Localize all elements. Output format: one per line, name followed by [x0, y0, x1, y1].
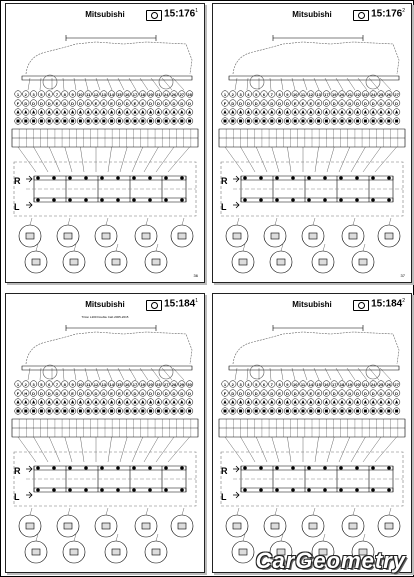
- point-number: 17: [132, 381, 138, 387]
- point-letter: D: [32, 100, 36, 106]
- right-side-label: R: [14, 466, 21, 476]
- point-letter: E: [325, 390, 328, 396]
- point-number: 3: [239, 381, 242, 387]
- point-number: 27: [394, 91, 399, 97]
- point-number: 21: [347, 91, 353, 97]
- point-number: 2: [24, 91, 27, 97]
- height-measurement-table: [219, 419, 405, 462]
- point-number: 24: [370, 91, 376, 97]
- left-side-label: L: [221, 202, 227, 212]
- point-letter: D: [340, 100, 344, 106]
- point-letter: D: [239, 390, 243, 396]
- point-letter: D: [39, 100, 43, 106]
- point-letter: E: [71, 390, 74, 396]
- point-letter: D: [63, 100, 67, 106]
- point-number: 5: [40, 91, 43, 97]
- diagram-sheet-4: [212, 293, 412, 573]
- point-letter: D: [55, 390, 59, 396]
- point-number: 1: [16, 91, 20, 97]
- point-letter: D: [156, 100, 160, 106]
- sheet-code-page: 1: [195, 8, 198, 14]
- point-number: 17: [331, 381, 337, 387]
- point-letter: E: [125, 390, 129, 396]
- point-letter: E: [102, 100, 106, 106]
- point-number: 2: [231, 91, 234, 97]
- point-number: 9: [71, 381, 74, 387]
- point-number: 20: [148, 381, 153, 387]
- diagram-sheet-1: [5, 3, 205, 283]
- point-letter: D: [254, 390, 258, 396]
- side-indicators: [14, 466, 32, 502]
- point-number: 2: [231, 381, 234, 387]
- point-number: 26: [171, 91, 177, 97]
- height-measurement-table: [12, 129, 198, 172]
- point-letter: F: [16, 100, 20, 106]
- point-number: 4: [247, 381, 250, 387]
- height-measurement-table: [219, 129, 405, 172]
- vehicle-side-view: [22, 35, 192, 90]
- point-number: 24: [370, 381, 376, 387]
- point-number: 21: [156, 91, 161, 97]
- point-number: 9: [71, 91, 74, 97]
- brand-title: Mitsubishi: [292, 300, 332, 309]
- point-letter: D: [86, 100, 90, 106]
- vehicle-plan-view: [14, 452, 196, 506]
- point-letter: D: [332, 100, 336, 106]
- point-number: 19: [331, 91, 337, 97]
- watermark-logo: CarGeometry: [255, 548, 406, 573]
- point-letter: D: [172, 100, 176, 106]
- point-letter: E: [317, 100, 320, 106]
- brand-title: Mitsubishi: [292, 10, 332, 19]
- point-number: 16: [124, 381, 130, 387]
- point-number: 5: [40, 381, 43, 387]
- point-letter: D: [149, 100, 153, 106]
- point-number: 11: [300, 91, 306, 97]
- point-number: 20: [355, 381, 360, 387]
- point-number: 10: [292, 381, 298, 387]
- point-number: 2: [24, 381, 27, 387]
- point-letter: D: [395, 100, 399, 106]
- point-letter: E: [278, 390, 281, 396]
- point-letter: E: [110, 390, 113, 396]
- vehicle-plan-view: [221, 452, 403, 506]
- point-number: 11: [300, 381, 306, 387]
- point-letter: F: [223, 390, 227, 396]
- brand-title: Mitsubishi: [85, 10, 125, 19]
- point-letter: D: [180, 390, 184, 396]
- vehicle-side-view: [229, 35, 399, 90]
- point-number: 12: [308, 91, 314, 97]
- point-letter: D: [387, 390, 391, 396]
- point-letter: E: [94, 100, 98, 106]
- point-letter: D: [71, 100, 75, 106]
- point-letter: D: [348, 100, 352, 106]
- point-letter: E: [55, 100, 59, 106]
- sheet-code-page: 2: [402, 8, 405, 14]
- point-label-rows: [222, 91, 400, 125]
- point-letter: D: [324, 100, 328, 106]
- point-letter: D: [86, 390, 90, 396]
- sheet-code-page: 1: [195, 298, 198, 304]
- point-letter: D: [379, 100, 383, 106]
- point-number: 4: [247, 91, 250, 97]
- point-letter: D: [262, 390, 266, 396]
- point-number: 21: [363, 381, 368, 387]
- point-letter: D: [156, 390, 160, 396]
- point-number: 14: [109, 91, 114, 97]
- sheet-subtitle: Triton L200 Double Cab 2005-2015: [81, 315, 129, 319]
- point-letter: E: [293, 100, 297, 106]
- point-number: 30: [187, 381, 192, 387]
- point-letter: D: [371, 100, 375, 106]
- point-number: 13: [101, 381, 107, 387]
- point-number: 27: [179, 91, 185, 97]
- point-letter: D: [278, 100, 282, 106]
- point-letter: D: [180, 100, 184, 106]
- point-number: 10: [78, 381, 83, 387]
- point-number: 28: [171, 381, 177, 387]
- point-number: 25: [378, 91, 384, 97]
- point-letter: D: [363, 390, 367, 396]
- side-indicators: [221, 176, 239, 212]
- point-letter: F: [16, 390, 20, 396]
- point-letter: D: [141, 390, 145, 396]
- detail-views: [19, 218, 193, 273]
- point-letter: E: [301, 100, 305, 106]
- point-letter: D: [301, 390, 305, 396]
- point-letter: H: [24, 390, 28, 396]
- point-number: 15: [117, 91, 122, 97]
- point-letter: D: [133, 390, 137, 396]
- vehicle-side-view: [22, 325, 192, 380]
- point-number: 7: [270, 381, 273, 387]
- point-letter: D: [47, 100, 51, 106]
- vehicle-plan-view: [14, 162, 196, 216]
- detail-views: [226, 218, 400, 273]
- point-number: 8: [278, 381, 281, 387]
- point-letter: D: [47, 390, 51, 396]
- point-number: 11: [86, 381, 91, 387]
- point-letter: D: [239, 100, 243, 106]
- point-number: 7: [55, 381, 59, 387]
- right-side-label: R: [14, 176, 21, 186]
- point-letter: D: [246, 100, 250, 106]
- point-label-rows: [15, 91, 193, 125]
- point-number: 14: [109, 381, 114, 387]
- point-letter: D: [348, 390, 352, 396]
- point-letter: D: [32, 390, 36, 396]
- point-letter: D: [262, 100, 266, 106]
- point-number: 3: [32, 91, 35, 97]
- point-number: 7: [55, 91, 59, 97]
- point-number: 9: [286, 381, 289, 387]
- point-number: 6: [48, 381, 51, 387]
- sheet-code-text: 15:184: [371, 298, 403, 310]
- frame-measurement-diagram: [213, 4, 411, 282]
- left-side-label: L: [14, 492, 20, 502]
- point-number: 8: [63, 91, 66, 97]
- point-letter: D: [231, 390, 235, 396]
- point-letter: D: [285, 390, 289, 396]
- point-number: 13: [101, 91, 107, 97]
- point-letter: D: [270, 100, 274, 106]
- frame-measurement-diagram: [213, 294, 411, 572]
- point-number: 19: [347, 381, 353, 387]
- point-number: 6: [262, 381, 266, 387]
- point-letter: D: [285, 100, 289, 106]
- point-letter: E: [309, 390, 313, 396]
- point-letter: D: [379, 390, 383, 396]
- point-letter: D: [125, 100, 129, 106]
- point-letter: E: [110, 100, 113, 106]
- point-letter: D: [231, 100, 235, 106]
- point-number: 22: [355, 91, 360, 97]
- sheet-code-text: 15:184: [164, 298, 196, 310]
- right-side-label: R: [221, 176, 228, 186]
- point-number: 25: [378, 381, 384, 387]
- point-number: 17: [132, 91, 138, 97]
- point-number: 12: [93, 381, 99, 387]
- point-letter: D: [102, 390, 106, 396]
- point-number: 18: [140, 91, 146, 97]
- page-number: 37: [400, 273, 405, 278]
- point-number: 19: [140, 381, 146, 387]
- diagram-sheet-2: [212, 3, 412, 283]
- point-number: 16: [124, 91, 130, 97]
- point-number: 28: [187, 91, 192, 97]
- point-letter: D: [363, 100, 367, 106]
- side-indicators: [221, 466, 239, 502]
- point-number: 11: [86, 91, 91, 97]
- point-number: 8: [63, 381, 66, 387]
- point-number: 16: [324, 381, 329, 387]
- point-number: 17: [324, 91, 329, 97]
- point-letter: E: [317, 390, 320, 396]
- height-measurement-table: [12, 419, 198, 462]
- sheet-code-page: 2: [402, 298, 405, 304]
- side-indicators: [14, 176, 32, 212]
- point-number: 6: [262, 91, 266, 97]
- point-letter: D: [78, 100, 82, 106]
- point-number: 5: [255, 381, 258, 387]
- point-letter: D: [172, 390, 176, 396]
- point-number: 8: [278, 91, 281, 97]
- point-number: 3: [239, 91, 242, 97]
- sheet-code-text: 15:176: [371, 8, 403, 20]
- point-letter: D: [164, 100, 168, 106]
- point-number: 10: [292, 91, 298, 97]
- vehicle-plan-view: [221, 162, 403, 216]
- point-number: 15: [316, 381, 321, 387]
- point-label-rows: [15, 381, 193, 415]
- point-number: 18: [339, 381, 345, 387]
- diagram-sheet-3: [5, 293, 205, 573]
- point-number: 12: [93, 91, 99, 97]
- point-number: 1: [223, 91, 227, 97]
- point-number: 5: [255, 91, 258, 97]
- point-letter: D: [94, 390, 98, 396]
- point-letter: E: [309, 100, 313, 106]
- point-letter: D: [78, 390, 82, 396]
- frame-measurement-diagram: [6, 294, 204, 572]
- point-letter: E: [118, 390, 121, 396]
- point-letter: D: [332, 390, 336, 396]
- point-letter: D: [356, 100, 360, 106]
- point-letter: D: [270, 390, 274, 396]
- point-letter: D: [149, 390, 153, 396]
- point-number: 29: [179, 381, 185, 387]
- point-number: 26: [386, 381, 392, 387]
- point-number: 14: [308, 381, 314, 387]
- point-number: 9: [286, 91, 289, 97]
- point-letter: D: [395, 390, 399, 396]
- point-number: 23: [156, 381, 161, 387]
- point-number: 24: [163, 91, 169, 97]
- point-letter: D: [293, 390, 297, 396]
- point-letter: D: [246, 390, 250, 396]
- point-letter: E: [63, 390, 67, 396]
- brand-title: Mitsubishi: [85, 300, 125, 309]
- point-letter: D: [24, 100, 28, 106]
- point-letter: E: [133, 100, 137, 106]
- point-letter: D: [164, 390, 168, 396]
- vehicle-side-view: [229, 325, 399, 380]
- point-number: 20: [339, 91, 345, 97]
- point-number: 6: [48, 91, 51, 97]
- frame-measurement-diagram: [6, 4, 204, 282]
- point-number: 3: [32, 381, 35, 387]
- point-letter: D: [254, 100, 258, 106]
- sheet-code-text: 15:176: [164, 8, 196, 20]
- point-number: 20: [148, 91, 153, 97]
- point-letter: D: [188, 390, 192, 396]
- point-number: 15: [117, 381, 122, 387]
- point-letter: E: [141, 100, 145, 106]
- left-side-label: L: [14, 202, 20, 212]
- point-letter: D: [371, 390, 375, 396]
- point-letter: F: [223, 100, 227, 106]
- point-label-rows: [222, 381, 400, 415]
- point-number: 13: [316, 91, 321, 97]
- right-side-label: R: [221, 466, 228, 476]
- point-number: 1: [16, 381, 20, 387]
- page-number: 36: [193, 273, 198, 278]
- point-number: 23: [363, 91, 368, 97]
- point-letter: D: [387, 100, 391, 106]
- left-side-label: L: [221, 492, 227, 502]
- point-number: 27: [163, 381, 169, 387]
- point-number: 27: [394, 381, 399, 387]
- point-number: 1: [223, 381, 227, 387]
- point-number: 26: [386, 91, 392, 97]
- point-number: 7: [270, 91, 273, 97]
- point-letter: D: [188, 100, 192, 106]
- point-letter: D: [340, 390, 344, 396]
- detail-views: [19, 508, 193, 563]
- point-letter: D: [356, 390, 360, 396]
- point-letter: D: [39, 390, 43, 396]
- point-number: 10: [78, 91, 83, 97]
- point-letter: D: [117, 100, 121, 106]
